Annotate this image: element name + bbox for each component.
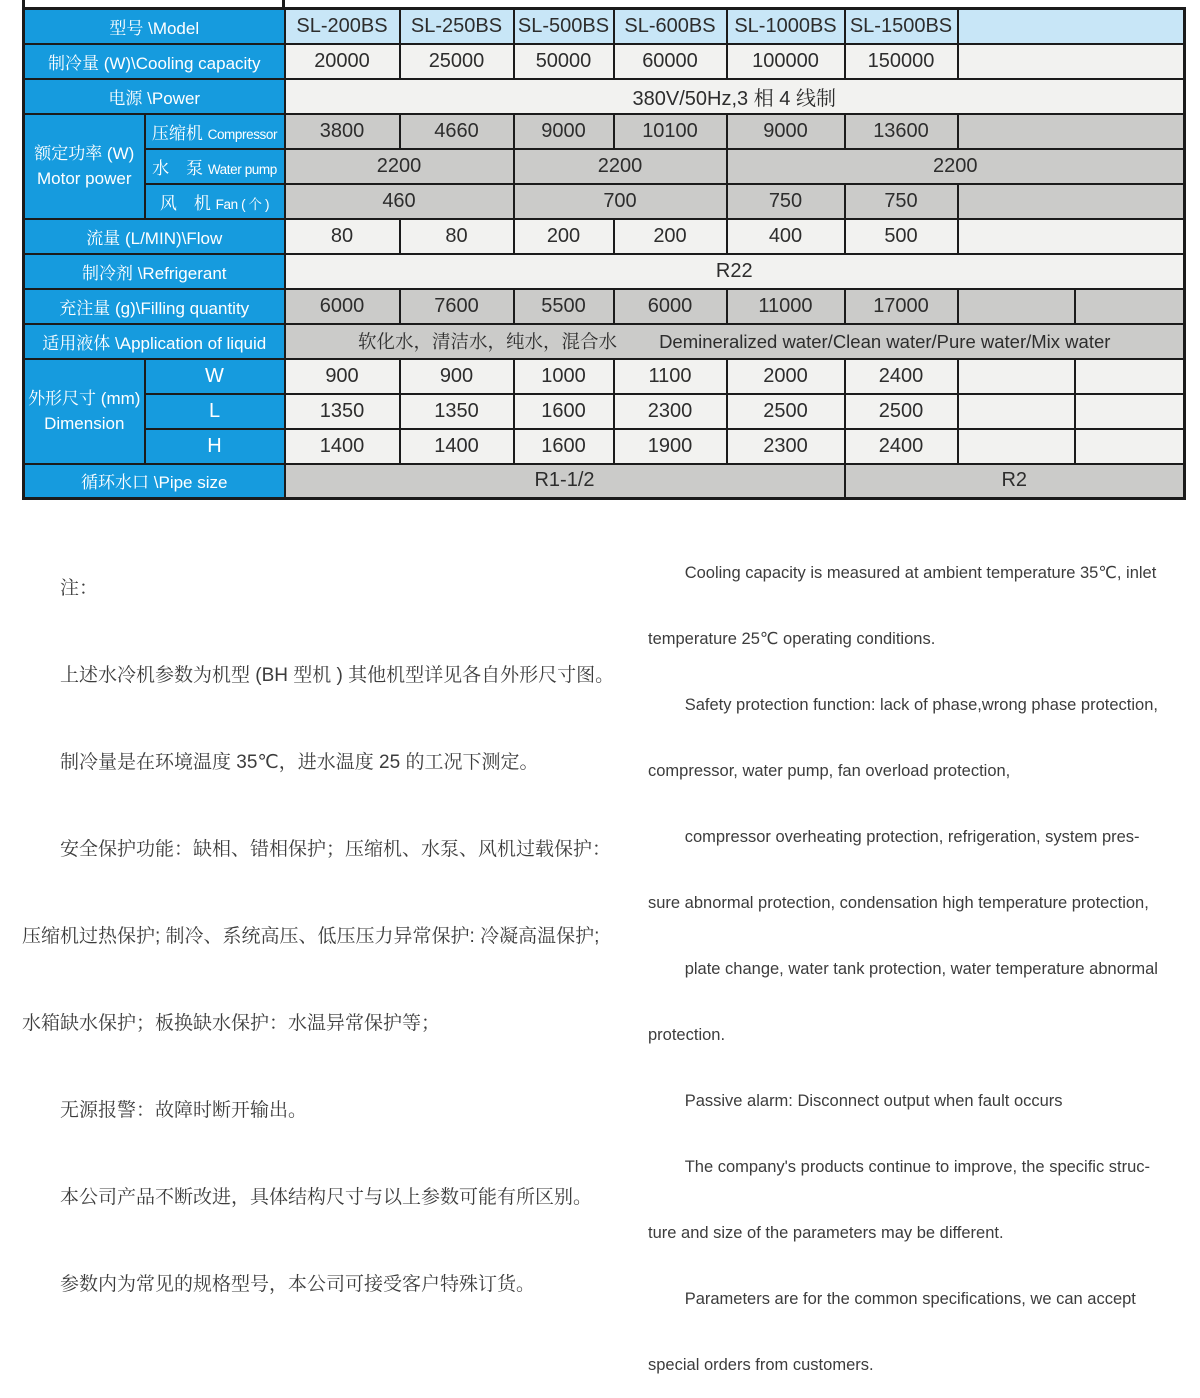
note-en-line: Cooling capacity is measured at ambient temperature 35℃, inlet — [648, 564, 1157, 582]
cell-refrigerant-value: R22 — [285, 254, 1185, 289]
row-dimension-w — [24, 359, 1185, 394]
cell-flow-2: 200 — [514, 219, 614, 254]
row-label-dimension — [24, 359, 145, 464]
cell-l-5: 2500 — [845, 394, 958, 429]
cell-compressor-3: 10100 — [614, 114, 727, 149]
row-label-pipe: 循环水口 \Pipe size — [24, 464, 285, 499]
cell-h-empty-0 — [958, 429, 1075, 464]
cell-filling-2: 5500 — [514, 289, 614, 324]
cell-fan-2: 750 — [727, 184, 845, 219]
row-flow — [24, 219, 1185, 254]
row-model — [24, 9, 1185, 44]
cell-l-0: 1350 — [285, 394, 400, 429]
row-cooling — [24, 44, 1185, 79]
cell-model-5: SL-1500BS — [845, 9, 958, 44]
note-en-line: protection. — [648, 1026, 726, 1044]
cell-compressor-0: 3800 — [285, 114, 400, 149]
cell-flow-3: 200 — [614, 219, 727, 254]
cell-pipe-right: R2 — [845, 464, 1185, 499]
row-liquid — [24, 324, 1185, 359]
cell-fan-empty — [958, 184, 1185, 219]
cell-cooling-empty — [958, 44, 1185, 79]
row-label-filling: 充注量 (g)\Filling quantity — [24, 289, 285, 324]
water-pump-label-en: Water pump — [207, 161, 277, 177]
cell-l-3: 2300 — [614, 394, 727, 429]
note-zh-line: 无源报警：故障时断开输出。 — [22, 1100, 308, 1121]
cell-model-0: SL-200BS — [285, 9, 400, 44]
cell-w-empty-1 — [1075, 359, 1185, 394]
cell-compressor-2: 9000 — [514, 114, 614, 149]
row-dimension-l — [24, 394, 1185, 429]
cell-model-4: SL-1000BS — [727, 9, 845, 44]
cell-h-empty-1 — [1075, 429, 1185, 464]
cell-pump-0: 2200 — [285, 149, 514, 184]
cell-cooling-4: 100000 — [727, 44, 845, 79]
row-label-l: L — [145, 394, 285, 429]
note-zh-line: 压缩机过热保护; 制冷、系统高压、低压压力异常保护: 冷凝高温保护; — [22, 926, 600, 947]
cell-compressor-4: 9000 — [727, 114, 845, 149]
cell-w-3: 1100 — [614, 359, 727, 394]
cell-compressor-5: 13600 — [845, 114, 958, 149]
cell-w-empty-0 — [958, 359, 1075, 394]
cell-flow-0: 80 — [285, 219, 400, 254]
cell-model-empty — [958, 9, 1185, 44]
cell-h-2: 1600 — [514, 429, 614, 464]
cell-l-empty-1 — [1075, 394, 1185, 429]
cell-flow-1: 80 — [400, 219, 514, 254]
cell-filling-empty-1 — [1075, 289, 1185, 324]
note-en-line: sure abnormal protection, condensation high temperature protection, — [648, 894, 1149, 912]
cell-fan-3: 750 — [845, 184, 958, 219]
note-zh-line: 参数内为常见的规格型号，本公司可接受客户特殊订货。 — [22, 1274, 536, 1295]
liquid-value-zh: 软化水，清洁水，纯水，混合水 — [358, 331, 618, 352]
cell-compressor-1: 4660 — [400, 114, 514, 149]
note-zh-line: 制冷量是在环境温度 35℃，进水温度 25 的工况下测定。 — [22, 752, 539, 773]
cell-cooling-5: 150000 — [845, 44, 958, 79]
row-label-model: 型号 \Model — [24, 9, 285, 44]
note-en-line: special orders from customers. — [648, 1356, 874, 1374]
note-en-line: Passive alarm: Disconnect output when fault occurs — [648, 1092, 1063, 1110]
cell-filling-empty-0 — [958, 289, 1075, 324]
note-zh-line: 上述水冷机参数为机型 (BH 型机 ) 其他机型详见各自外形尺寸图。 — [22, 665, 615, 686]
cell-h-4: 2300 — [727, 429, 845, 464]
cell-w-4: 2000 — [727, 359, 845, 394]
note-en-line: compressor, water pump, fan overload protection, — [648, 762, 1011, 780]
cell-cooling-2: 50000 — [514, 44, 614, 79]
cell-l-empty-0 — [958, 394, 1075, 429]
cell-liquid-value — [285, 324, 1185, 359]
row-label-flow: 流量 (L/MIN)\Flow — [24, 219, 285, 254]
row-power — [24, 79, 1185, 114]
cell-filling-5: 17000 — [845, 289, 958, 324]
note-en-line: The company's products continue to improve, the specific struc- — [648, 1158, 1151, 1176]
cell-pump-2: 2200 — [727, 149, 1185, 184]
cell-fan-1: 700 — [514, 184, 727, 219]
cell-filling-3: 6000 — [614, 289, 727, 324]
motor-power-label-en: Motor power — [37, 169, 132, 188]
cell-model-1: SL-250BS — [400, 9, 514, 44]
row-label-w: W — [145, 359, 285, 394]
compressor-label-en: Compressor — [207, 126, 278, 142]
row-label-h: H — [145, 429, 285, 464]
cell-fan-0: 460 — [285, 184, 514, 219]
note-zh-line: 本公司产品不断改进，具体结构尺寸与以上参数可能有所区别。 — [22, 1187, 593, 1208]
cell-filling-4: 11000 — [727, 289, 845, 324]
cell-pump-1: 2200 — [514, 149, 727, 184]
cell-w-0: 900 — [285, 359, 400, 394]
note-zh-line: 注： — [22, 578, 99, 599]
row-fan — [24, 184, 1185, 219]
water-pump-label-zh: 水 泵 — [152, 158, 204, 178]
note-zh-line: 水箱缺水保护；板换缺水保护：水温异常保护等； — [22, 1013, 441, 1034]
cell-w-1: 900 — [400, 359, 514, 394]
cell-compressor-empty — [958, 114, 1185, 149]
cell-w-2: 1000 — [514, 359, 614, 394]
cell-h-1: 1400 — [400, 429, 514, 464]
cell-flow-empty — [958, 219, 1185, 254]
cell-l-2: 1600 — [514, 394, 614, 429]
row-label-liquid: 适用液体 \Application of liquid — [24, 324, 285, 359]
row-pipe — [24, 464, 1185, 499]
row-filling — [24, 289, 1185, 324]
cell-w-5: 2400 — [845, 359, 958, 394]
fan-label-en: Fan ( 个 ) — [215, 196, 270, 212]
cell-pipe-left: R1-1/2 — [285, 464, 845, 499]
cell-l-1: 1350 — [400, 394, 514, 429]
cell-model-3: SL-600BS — [614, 9, 727, 44]
note-en-line: compressor overheating protection, refrigeration, system pres- — [648, 828, 1140, 846]
cell-flow-5: 500 — [845, 219, 958, 254]
note-en-line: temperature 25℃ operating conditions. — [648, 630, 936, 648]
cell-flow-4: 400 — [727, 219, 845, 254]
cell-model-2: SL-500BS — [514, 9, 614, 44]
notes-chinese — [22, 516, 650, 1328]
row-label-refrigerant: 制冷剂 \Refrigerant — [24, 254, 285, 289]
cell-h-3: 1900 — [614, 429, 727, 464]
note-en-line: plate change, water tank protection, water temperature abnormal — [648, 960, 1158, 978]
compressor-label-zh: 压缩机 — [151, 123, 203, 143]
row-label-motor-power — [24, 114, 145, 219]
row-label-cooling: 制冷量 (W)\Cooling capacity — [24, 44, 285, 79]
cell-cooling-1: 25000 — [400, 44, 514, 79]
cell-power-value: 380V/50Hz,3 相 4 线制 — [285, 79, 1185, 114]
fan-label-zh: 风 机 — [159, 193, 211, 213]
liquid-value-en: Demineralized water/Clean water/Pure water/Mix water — [659, 331, 1111, 352]
row-label-compressor — [145, 114, 285, 149]
note-en-line: Safety protection function: lack of phase,wrong phase protection, — [648, 696, 1158, 714]
dimension-label-zh: 外形尺寸 (mm) — [28, 388, 141, 408]
cell-cooling-3: 60000 — [614, 44, 727, 79]
cell-cooling-0: 20000 — [285, 44, 400, 79]
row-water-pump — [24, 149, 1185, 184]
cell-h-0: 1400 — [285, 429, 400, 464]
cell-h-5: 2400 — [845, 429, 958, 464]
cell-filling-1: 7600 — [400, 289, 514, 324]
cell-l-4: 2500 — [727, 394, 845, 429]
row-label-power: 电源 \Power — [24, 79, 285, 114]
dimension-label-en: Dimension — [44, 414, 125, 433]
spec-table — [22, 7, 1186, 500]
row-label-fan — [145, 184, 285, 219]
motor-power-label-zh: 额定功率 (W) — [34, 143, 135, 163]
note-en-line: Parameters are for the common specifications, we can accept — [648, 1290, 1136, 1308]
notes-english — [648, 518, 1188, 1398]
cell-filling-0: 6000 — [285, 289, 400, 324]
note-zh-line: 安全保护功能：缺相、错相保护；压缩机、水泵、风机过载保护： — [22, 839, 612, 860]
row-compressor — [24, 114, 1185, 149]
row-dimension-h — [24, 429, 1185, 464]
row-refrigerant — [24, 254, 1185, 289]
note-en-line: ture and size of the parameters may be different. — [648, 1224, 1004, 1242]
row-label-water-pump — [145, 149, 285, 184]
